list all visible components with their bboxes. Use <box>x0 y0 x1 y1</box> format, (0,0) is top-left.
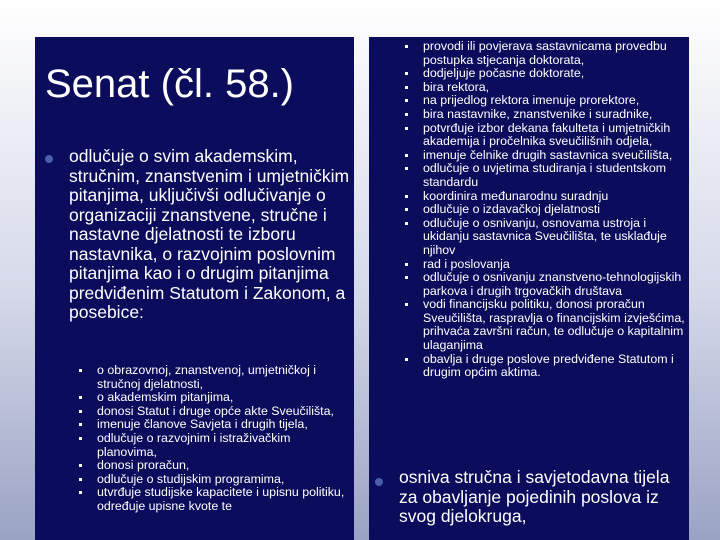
square-bullet-icon <box>405 303 408 306</box>
square-bullet-icon <box>79 369 82 372</box>
senate-secondary-point: osniva stručna i savjetodavna tijela za obavljanje pojedinih poslova iz svog djelokruga, <box>399 467 670 526</box>
list-item: donosi proračun, <box>73 459 353 473</box>
square-bullet-icon <box>79 478 82 481</box>
list-item: utvrđuje studijske kapacitete i upisnu politiku, određuje upisne kvote te <box>73 486 353 513</box>
senate-main-point: odlučuje o svim akademskim, stručnim, znanstvenim i umjetničkim pitanjima, uključivši odlučivanje o organizaciji znanstvene, stručne i nastavne djelatnosti te izboru nastavnika, o razvojnim poslovnim pitanjima kao i o drugim pitanjima predviđenim Statutom i Zakonom, a posebice: <box>69 146 350 322</box>
square-bullet-icon <box>405 127 408 130</box>
square-bullet-icon <box>405 263 408 266</box>
list-item: vodi financijsku politiku, donosi proračun Sveučilišta, raspravlja o financijskim izvješćima, prihvaća završni račun, te odlučuje o kapitalnim ulaganjima <box>399 298 689 352</box>
list-item: koordinira međunarodnu suradnju <box>399 190 689 204</box>
list-item: bira rektora, <box>399 81 689 95</box>
list-item: odlučuje o razvojnim i istraživačkim planovima, <box>73 432 353 459</box>
list-item: imenuje članove Savjeta i drugih tijela, <box>73 418 353 432</box>
square-bullet-icon <box>79 437 82 440</box>
square-bullet-icon <box>405 167 408 170</box>
square-bullet-icon <box>405 222 408 225</box>
list-item: odlučuje o osnivanju, osnovama ustroja i ukidanju sastavnica Sveučilišta, te usklađuje njihov <box>399 217 689 258</box>
list-item: odlučuje o uvjetima studiranja i studentskom standardu <box>399 162 689 189</box>
square-bullet-icon <box>405 113 408 116</box>
square-bullet-icon <box>79 491 82 494</box>
square-bullet-icon <box>79 423 82 426</box>
square-bullet-icon <box>79 410 82 413</box>
square-bullet-icon <box>405 154 408 157</box>
square-bullet-icon <box>405 358 408 361</box>
square-bullet-icon <box>79 464 82 467</box>
list-item: provodi ili povjerava sastavnicama provedbu postupka stjecanja doktorata, <box>399 40 689 67</box>
list-item: odlučuje o izdavačkoj djelatnosti <box>399 203 689 217</box>
square-bullet-icon <box>405 276 408 279</box>
square-bullet-icon <box>405 99 408 102</box>
list-item: imenuje čelnike drugih sastavnica sveučilišta, <box>399 149 689 163</box>
main-bullet-icon <box>375 478 383 486</box>
square-bullet-icon <box>405 45 408 48</box>
list-item: dodjeljuje počasne doktorate, <box>399 67 689 81</box>
list-item: potvrđuje izbor dekana fakulteta i umjetničkih akademija i pročelnika sveučilišnih odjela, <box>399 122 689 149</box>
list-item: o akademskim pitanjima, <box>73 391 353 405</box>
square-bullet-icon <box>405 208 408 211</box>
list-item: donosi Statut i druge opće akte Sveučilišta, <box>73 405 353 419</box>
left-sub-list <box>73 364 353 514</box>
main-bullet-icon <box>45 155 53 163</box>
square-bullet-icon <box>405 86 408 89</box>
list-item: bira nastavnike, znanstvenike i suradnike, <box>399 108 689 122</box>
list-item: rad i poslovanja <box>399 258 689 272</box>
square-bullet-icon <box>405 195 408 198</box>
list-item: obavlja i druge poslove predviđene Statutom i drugim općim aktima. <box>399 353 689 380</box>
left-text-panel <box>35 37 354 540</box>
list-item: odlučuje o osnivanju znanstveno-tehnologijskih parkova i drugih trgovačkih društava <box>399 271 689 298</box>
square-bullet-icon <box>405 72 408 75</box>
list-item: na prijedlog rektora imenuje prorektore, <box>399 94 689 108</box>
right-text-panel <box>369 37 689 540</box>
list-item: o obrazovnoj, znanstvenoj, umjetničkoj i stručnoj djelatnosti, <box>73 364 353 391</box>
list-item: odlučuje o studijskim programima, <box>73 473 353 487</box>
right-sub-list <box>399 40 689 380</box>
square-bullet-icon <box>79 396 82 399</box>
slide-title: Senat (čl. 58.) <box>45 62 295 106</box>
